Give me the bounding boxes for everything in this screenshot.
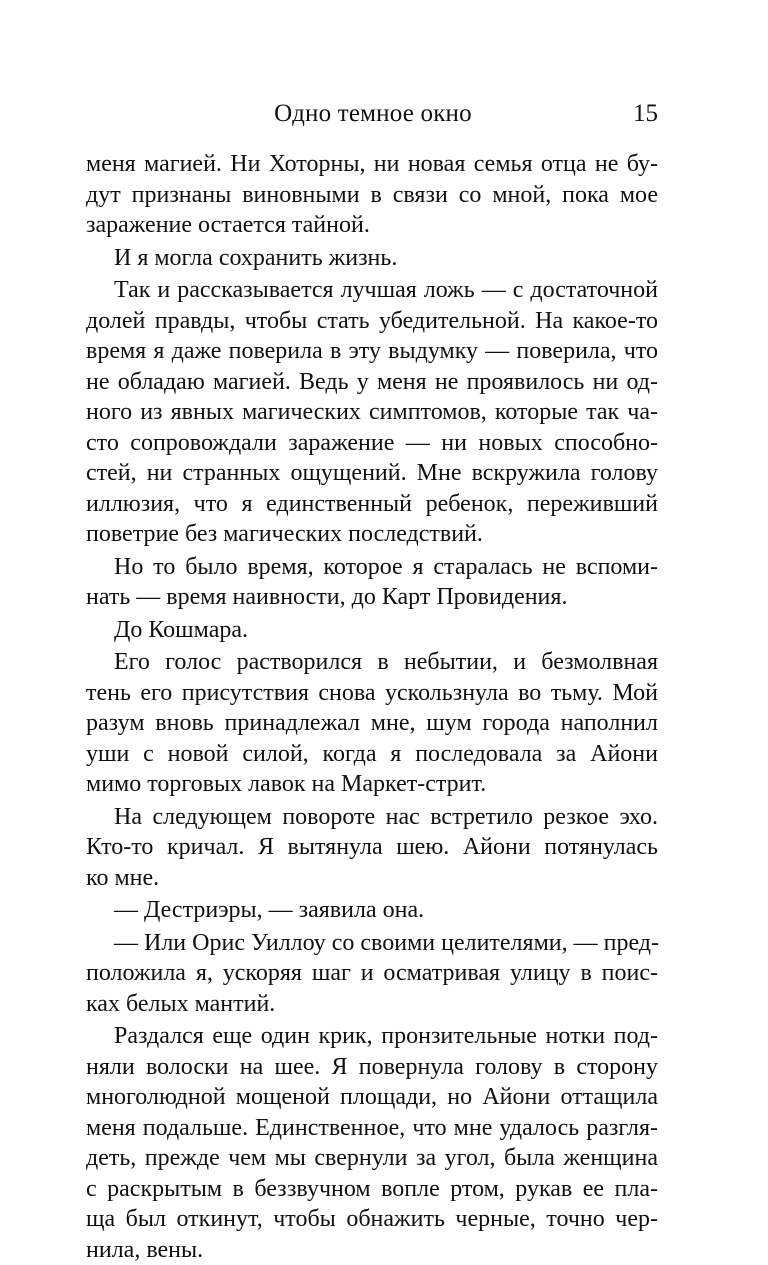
- text-line: время я даже поверила в эту выдумку — поверила, что: [86, 336, 658, 367]
- running-head: [88, 96, 658, 132]
- text-line: сто сопровождали заражение — ни новых способно-: [86, 428, 658, 459]
- text-line: И я могла сохранить жизнь.: [86, 243, 658, 274]
- text-line: ща был откинут, чтобы обнажить черные, точно чер-: [86, 1204, 658, 1235]
- text-line: Его голос растворился в небытии, и безмолвная: [86, 647, 658, 678]
- text-line: — Дестриэры, — заявила она.: [86, 895, 658, 926]
- body-text: [86, 149, 658, 1265]
- text-line: Раздался еще один крик, пронзительные нотки под-: [86, 1021, 658, 1052]
- text-line: Кто-то кричал. Я вытянула шею. Айони потянулась: [86, 832, 658, 863]
- text-line: тень его присутствия снова ускользнула во тьму. Мой: [86, 678, 658, 709]
- text-line: меня магией. Ни Хоторны, ни новая семья отца не бу-: [86, 149, 658, 180]
- text-line: разум вновь принадлежал мне, шум города наполнил: [86, 708, 658, 739]
- text-line: уши с новой силой, когда я последовала за Айони: [86, 739, 658, 770]
- text-line: — Или Орис Уиллоу со своими целителями, — пред-: [86, 928, 658, 959]
- text-line: положила я, ускоряя шаг и осматривая улицу в поис-: [86, 958, 658, 989]
- text-line: ного из явных магических симптомов, которые так ча-: [86, 397, 658, 428]
- text-line: иллюзия, что я единственный ребенок, переживший: [86, 489, 658, 520]
- text-line: Но то было время, которое я старалась не вспоми-: [86, 552, 658, 583]
- text-line: с раскрытым в беззвучном вопле ртом, рукав ее пла-: [86, 1174, 658, 1205]
- text-line: поветрие без магических последствий.: [86, 519, 658, 550]
- text-line: долей правды, чтобы стать убедительной. На какое-то: [86, 306, 658, 337]
- text-line: меня подальше. Единственное, что мне удалось разгля-: [86, 1113, 658, 1144]
- text-line: заражение остается тайной.: [86, 210, 658, 241]
- text-line: ко мне.: [86, 863, 658, 894]
- running-title: Одно темное окно: [88, 96, 658, 132]
- text-line: Так и рассказывается лучшая ложь — с достаточной: [86, 275, 658, 306]
- text-line: деть, прежде чем мы свернули за угол, была женщина: [86, 1143, 658, 1174]
- text-line: не обладаю магией. Ведь у меня не проявилось ни од-: [86, 367, 658, 398]
- text-line: На следующем повороте нас встретило резкое эхо.: [86, 802, 658, 833]
- page-number: 15: [633, 96, 658, 132]
- text-line: До Кошмара.: [86, 615, 658, 646]
- text-line: многолюдной мощеной площади, но Айони оттащила: [86, 1082, 658, 1113]
- text-line: нать — время наивности, до Карт Провидения.: [86, 582, 658, 613]
- text-line: няли волоски на шее. Я повернула голову в сторону: [86, 1052, 658, 1083]
- text-line: нила, вены.: [86, 1235, 658, 1265]
- text-line: мимо торговых лавок на Маркет-стрит.: [86, 769, 658, 800]
- text-line: ках белых мантий.: [86, 989, 658, 1020]
- text-line: стей, ни странных ощущений. Мне вскружила голову: [86, 458, 658, 489]
- text-line: дут признаны виновными в связи со мной, пока мое: [86, 180, 658, 211]
